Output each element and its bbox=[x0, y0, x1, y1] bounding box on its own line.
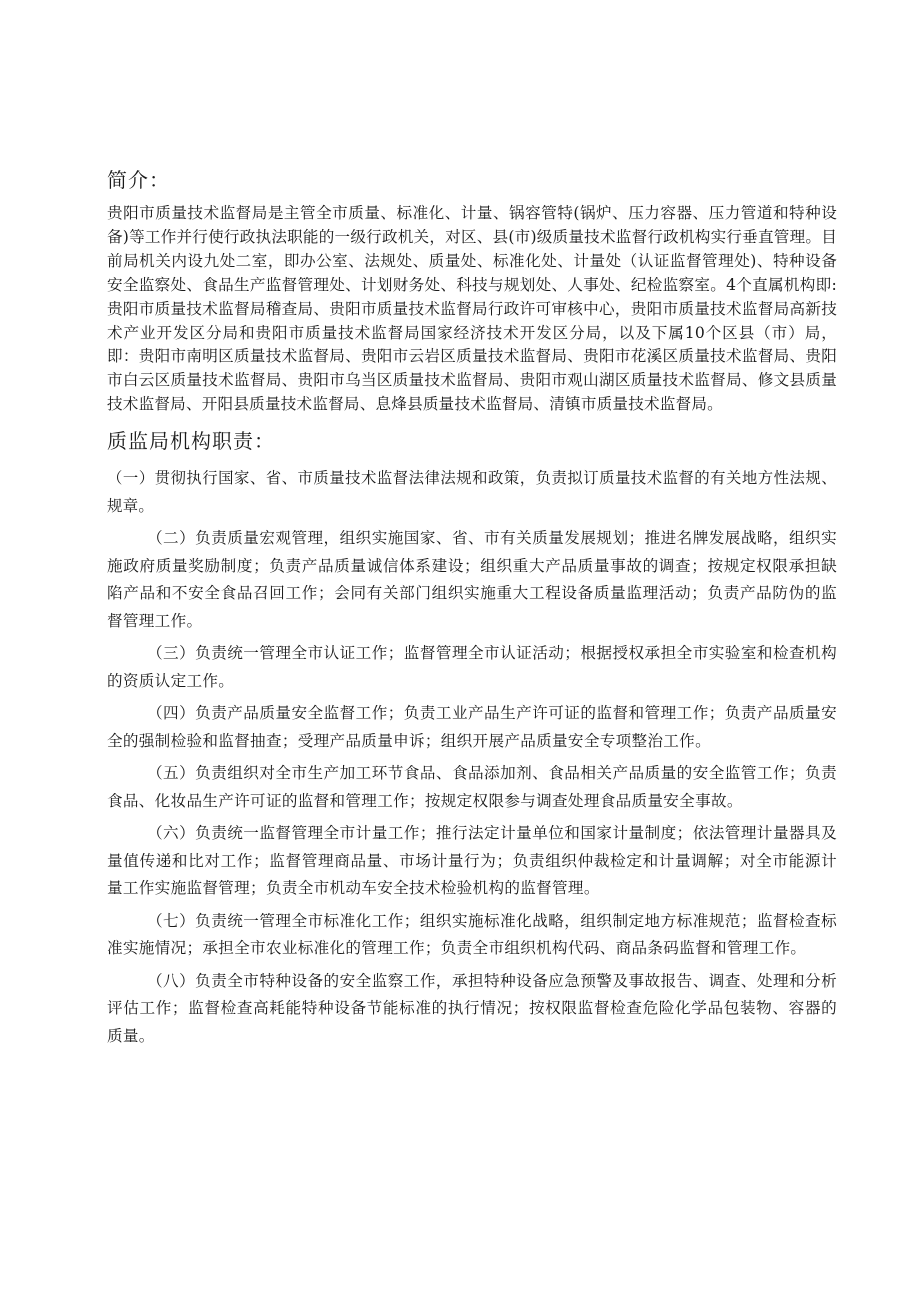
duty-item: （一）贯彻执行国家、省、市质量技术监督法律法规和政策，负责拟订质量技术监督的有关地方性法规、规章。 bbox=[107, 469, 837, 515]
duty-item: （六）负责统一监督管理全市计量工作；推行法定计量单位和国家计量制度；依法管理计量器具及量值传递和比对工作；监督管理商品量、市场计量行为；负责组织仲裁检定和计量调解；对全市能源计量工作实施监督管理；负责全市机动车安全技术检验机构的监督管理。 bbox=[107, 824, 837, 898]
duties-heading: 质监局机构职责： bbox=[107, 429, 275, 454]
duty-item: （八）负责全市特种设备的安全监察工作，承担特种设备应急预警及事故报告、调查、处理和分析评估工作；监督检查高耗能特种设备节能标准的执行情况；按权限监督检查危险化学品包装物、容器的质量。 bbox=[107, 971, 837, 1045]
duty-item: （五）负责组织对全市生产加工环节食品、食品添加剂、食品相关产品质量的安全监管工作；负责食品、化妆品生产许可证的监督和管理工作；按规定权限参与调查处理食品质量安全事故。 bbox=[107, 764, 837, 810]
duty-item: （三）负责统一管理全市认证工作；监督管理全市认证活动；根据授权承担全市实验室和检查机构的资质认定工作。 bbox=[107, 644, 837, 690]
intro-heading: 简介： bbox=[107, 168, 170, 192]
intro-paragraph: 贵阳市质量技术监督局是主管全市质量、标准化、计量、锅容管特(锅炉、压力容器、压力管道和特种设备)等工作并行使行政执法职能的一级行政机关，对区、县(市)级质量技术监督行政机构实行垂直管理。目前局机关内设九处二室，即办公室、法规处、质量处、标准化处、计量处（认证监督管理处)、特种设备安全监察处、食品生产监督管理处、计划财务处、科技与规划处、人事处、纪检监察室。4个直属机构即:贵阳市质量技术监督局稽查局、贵阳市质量技术监督局行政许可审核中心，贵阳市质量技术监督局高新技术产业开发区分局和贵阳市质量技术监督局国家经济技术开发区分局，以及下属10个区县（市）局，即：贵阳市南明区质量技术监督局、贵阳市云岩区质量技术监督局、贵阳市花溪区质量技术监督局、贵阳市白云区质量技术监督局、贵阳市乌当区质量技术监督局、贵阳市观山湖区质量技术监督局、修文县质量技术监督局、开阳县质量技术监督局、息烽县质量技术监督局、清镇市质量技术监督局。 bbox=[107, 204, 837, 414]
duty-item: （七）负责统一管理全市标准化工作；组织实施标准化战略，组织制定地方标准规范；监督检查标准实施情况；承担全市农业标准化的管理工作；负责全市组织机构代码、商品条码监督和管理工作。 bbox=[107, 911, 837, 958]
duty-item: （四）负责产品质量安全监督工作；负责工业产品生产许可证的监督和管理工作；负责产品质量安全的强制检验和监督抽查；受理产品质量申诉；组织开展产品质量安全专项整治工作。 bbox=[107, 704, 837, 750]
duty-item: （二）负责质量宏观管理，组织实施国家、省、市有关质量发展规划；推进名牌发展战略，组织实施政府质量奖励制度；负责产品质量诚信体系建设；组织重大产品质量事故的调查；按规定权限承担缺陷产品和不安全食品召回工作；会同有关部门组织实施重大工程设备质量监理活动；负责产品防伪的监督管理工作。 bbox=[107, 529, 837, 630]
document-page bbox=[107, 166, 837, 1055]
